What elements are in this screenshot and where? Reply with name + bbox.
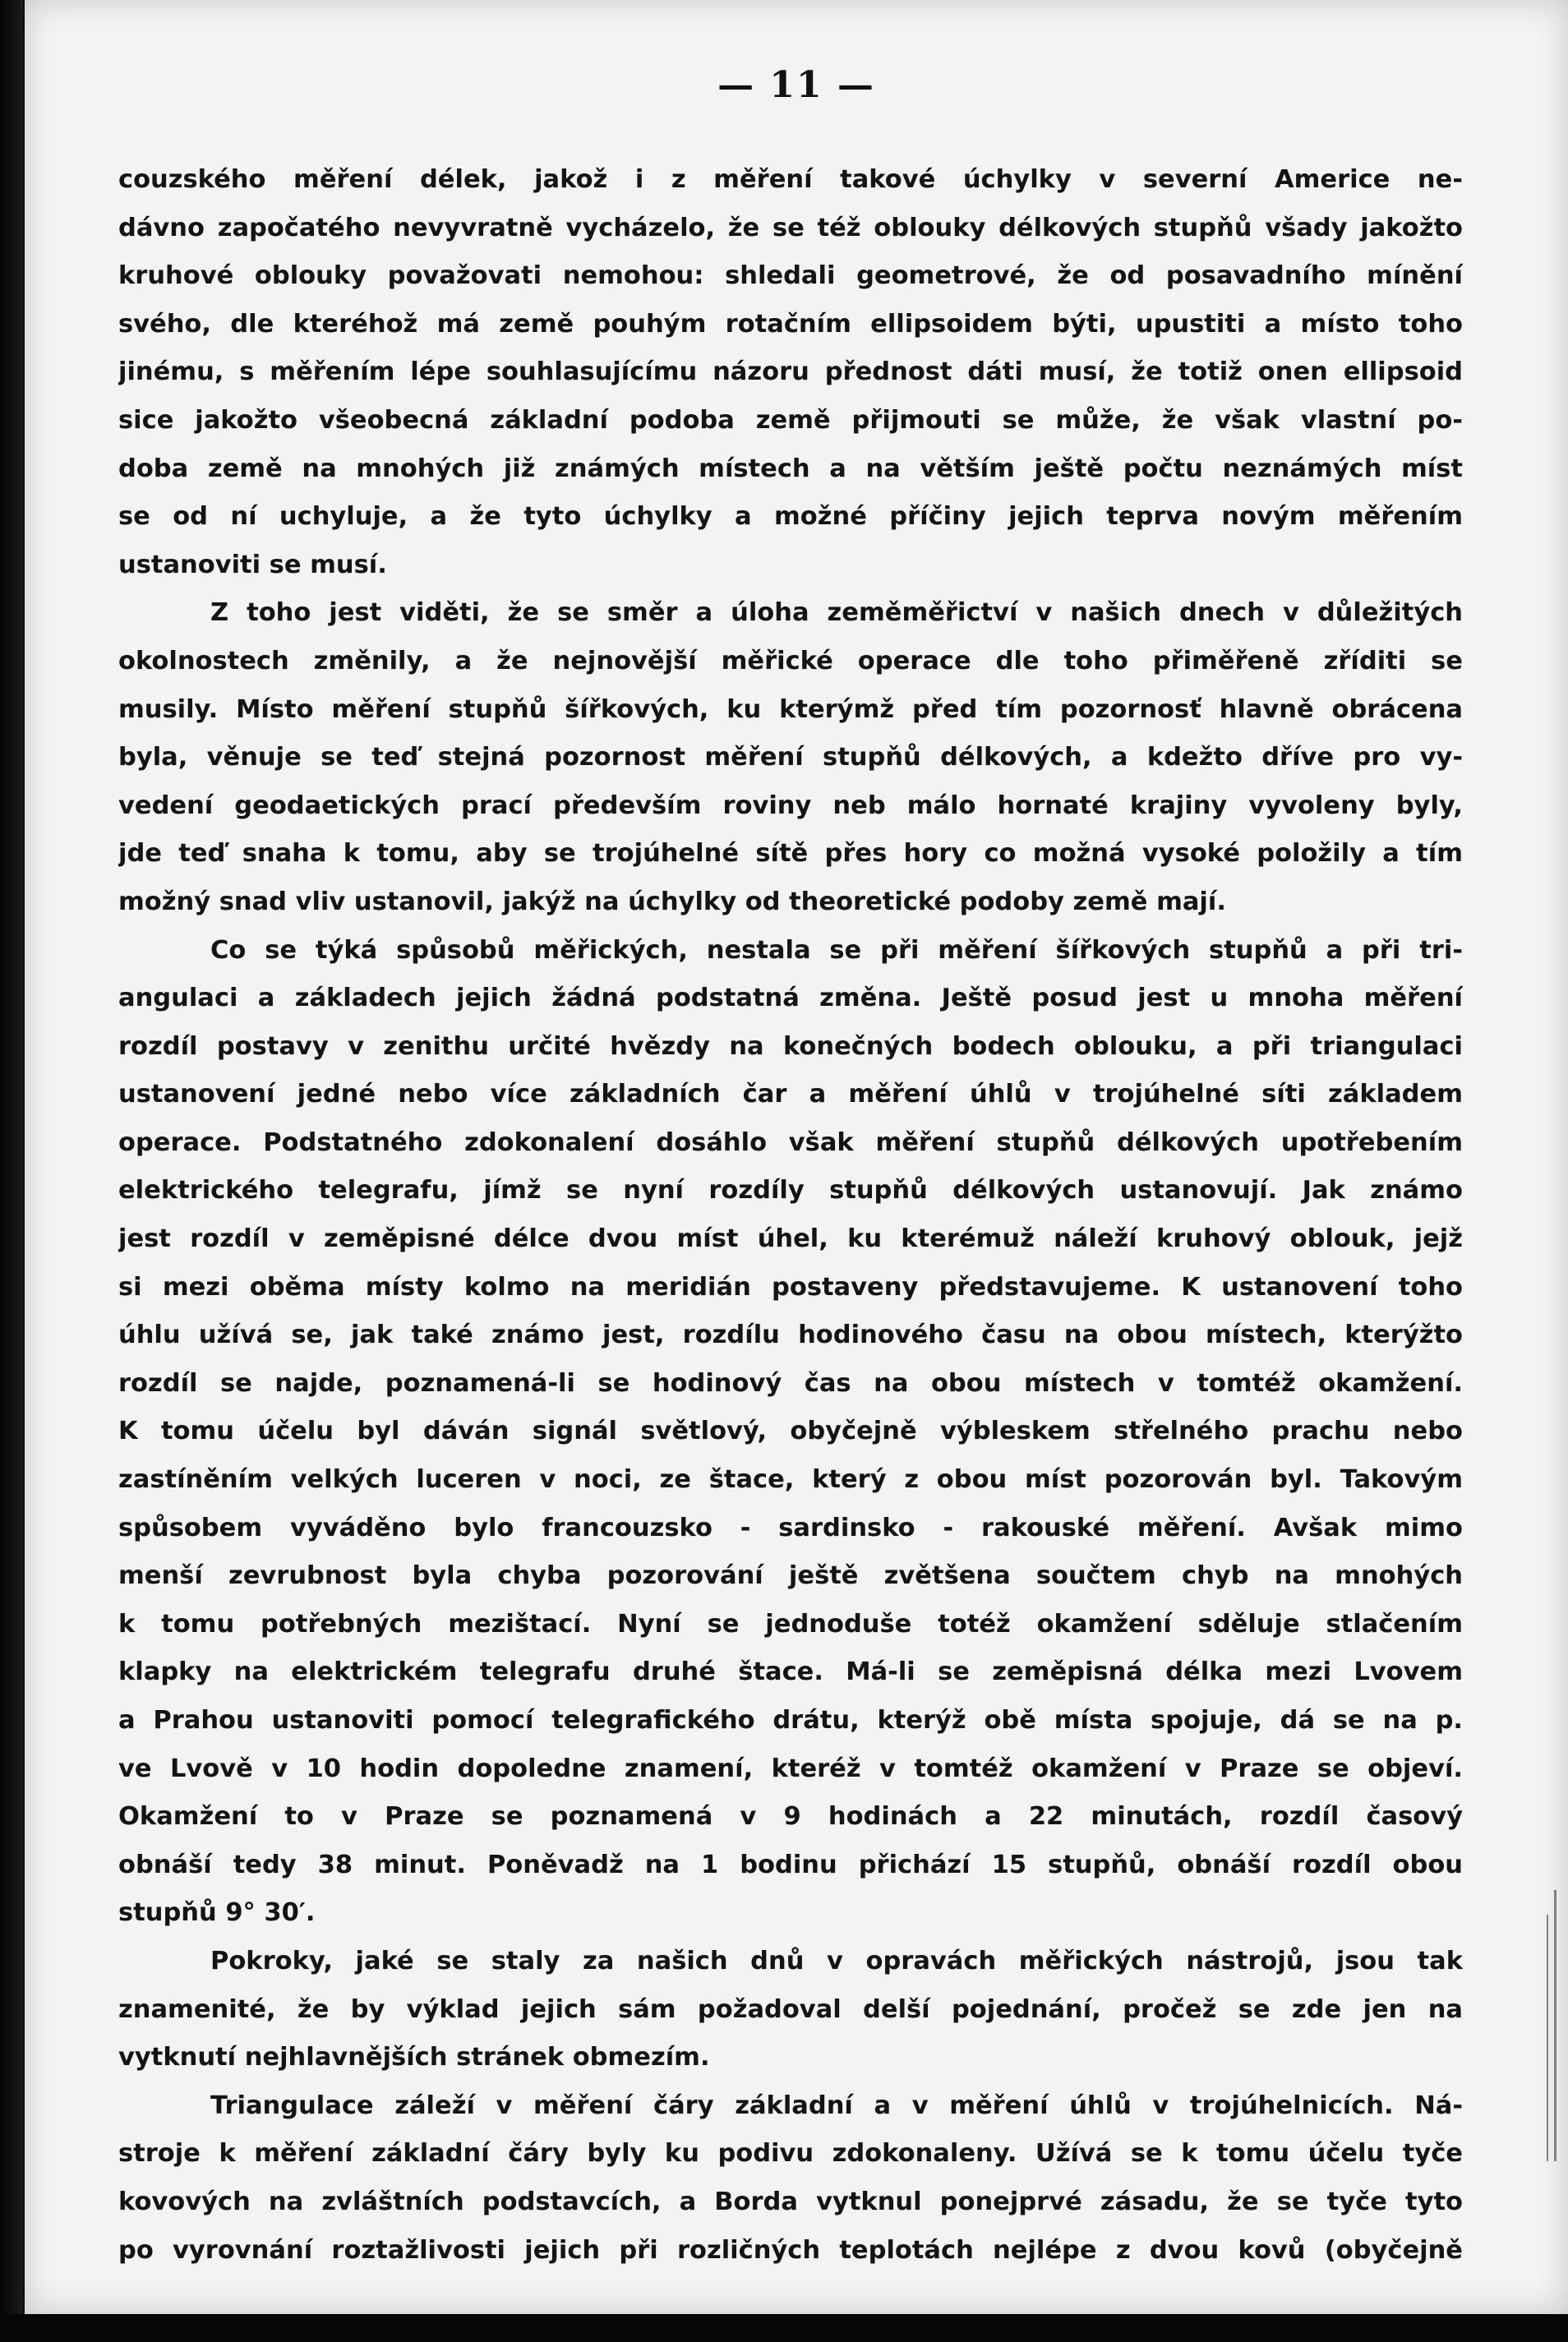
text-line: možný snad vliv ustanovil, jakýž na úchylky od theoretické podoby země mají. <box>118 887 1226 916</box>
text-line: a Prahou ustanoviti pomocí telegrafického drátu, kterýž obě místa spojuje, dá se na p. <box>118 1706 1463 1735</box>
text-line: úhlu užívá se, jak také známo jest, rozdílu hodinového času na obou místech, kterýžto <box>118 1321 1463 1350</box>
margin-rule <box>1554 1890 1556 2161</box>
text-line: rozdíl se najde, poznamená-li se hodinový čas na obou místech v tomtéž okamžení. <box>118 1368 1463 1398</box>
text-line: musily. Místo měření stupňů šířkových, ku kterýmž před tím pozornosť hlavně obrácena <box>118 694 1463 724</box>
text-line: ve Lvově v 10 hodin dopoledne znamení, kteréž v tomtéž okamžení v Praze se objeví. <box>118 1754 1463 1783</box>
paragraph <box>118 156 1463 589</box>
text-line: vytknutí nejhlavnějších stránek obmezím. <box>118 2043 710 2072</box>
text-line: jinému, s měřením lépe souhlasujícímu názoru přednost dáti musí, že totiž onen ellipsoid <box>118 357 1463 387</box>
scan-edge-left <box>0 0 23 2342</box>
text-line: vedení geodaetických prací především roviny neb málo hornaté krajiny vyvoleny byly, <box>118 791 1463 820</box>
text-line: rozdíl postavy v zenithu určité hvězdy na konečných bodech oblouku, a při triangulaci <box>118 1031 1463 1061</box>
text-line: stroje k měření základní čáry byly ku podivu zdokonaleny. Užívá se k tomu účelu tyče <box>118 2139 1463 2169</box>
paragraph <box>118 1938 1463 2082</box>
text-line: si mezi oběma místy kolmo na meridián postaveny představujeme. K ustanovení toho <box>118 1272 1463 1302</box>
text-line: Z toho jest viděti, že se směr a úloha zeměměřictví v našich dnech v důležitých <box>210 598 1463 628</box>
text-line: ustanoviti se musí. <box>118 550 387 579</box>
text-line: K tomu účelu byl dáván signál světlový, obyčejně výbleskem střelného prachu nebo <box>118 1417 1463 1446</box>
text-line: doba země na mnohých již známých místech a na větším ještě počtu neznámých míst <box>118 454 1463 483</box>
text-line: znamenité, že by výklad jejich sám požadoval delší pojednání, pročež se zde jen na <box>118 1994 1463 2024</box>
paragraph <box>118 589 1463 926</box>
text-line: sice jakožto všeobecná základní podoba země přijmouti se může, že však vlastní po- <box>118 405 1463 435</box>
text-line: Okamžení to v Praze se poznamená v 9 hodinách a 22 minutách, rozdíl časový <box>118 1802 1463 1832</box>
body-text <box>118 156 1463 2275</box>
margin-rule <box>1547 1915 1548 2161</box>
text-line: angulaci a základech jejich žádná podstatná změna. Ještě posud jest u mnoha měření <box>118 984 1463 1013</box>
text-line: couzského měření délek, jakož i z měření takové úchylky v severní Americe ne- <box>118 165 1463 194</box>
text-line: stupňů 9° 30′. <box>118 1898 316 1928</box>
text-line: jest rozdíl v zeměpisné délce dvou míst úhel, ku kterémuž náleží kruhový oblouk, jejž <box>118 1224 1463 1254</box>
text-line: obnáší tedy 38 minut. Poněvadž na 1 bodinu přichází 15 stupňů, obnáší rozdíl obou <box>118 1850 1463 1879</box>
paragraph <box>118 927 1463 1938</box>
scan-edge-bottom <box>0 2314 1568 2342</box>
text-line: jde teď snaha k tomu, aby se trojúhelné sítě přes hory co možná vysoké položily a tím <box>118 839 1463 869</box>
text-line: okolnostech změnily, a že nejnovější měřické operace dle toho přiměřeně zříditi se <box>118 646 1463 675</box>
text-line: operace. Podstatného zdokonalení dosáhlo však měření stupňů délkových upotřebením <box>118 1127 1463 1157</box>
page-number: — 11 — <box>717 64 875 106</box>
text-line: zastíněním velkých luceren v noci, ze štace, který z obou míst pozorován byl. Takovým <box>118 1465 1463 1495</box>
text-line: Co se týká spůsobů měřických, nestala se při měření šířkových stupňů a při tri- <box>210 935 1463 965</box>
text-line: Triangulace záleží v měření čáry základní a v měření úhlů v trojúhelnicích. Ná- <box>210 2091 1463 2120</box>
text-line: byla, věnuje se teď stejná pozornost měření stupňů délkových, a kdežto dříve pro vy- <box>118 743 1463 772</box>
text-line: menší zevrubnost byla chyba pozorování ještě zvětšena součtem chyb na mnohých <box>118 1561 1463 1591</box>
text-line: kovových na zvláštních podstavcích, a Borda vytknul ponejprvé zásadu, že se tyče tyto <box>118 2187 1463 2216</box>
paragraph <box>118 2082 1463 2275</box>
text-line: elektrického telegrafu, jímž se nyní rozdíly stupňů délkových ustanovují. Jak známo <box>118 1176 1463 1206</box>
text-line: svého, dle kteréhož má země pouhým rotačním ellipsoidem býti, upustiti a místo toho <box>118 309 1463 339</box>
text-line: po vyrovnání roztažlivosti jejich při rozličných teplotách nejlépe z dvou kovů (obyčejně <box>118 2235 1463 2265</box>
text-line: spůsobem vyváděno bylo francouzsko - sardinsko - rakouské měření. Avšak mimo <box>118 1513 1463 1542</box>
text-line: k tomu potřebných mezištací. Nyní se jednoduše totéž okamžení sděluje stlačením <box>118 1609 1463 1639</box>
text-line: dávno započatého nevyvratně vycházelo, že se též oblouky délkových stupňů všady jakožto <box>118 213 1463 242</box>
text-line: kruhové oblouky považovati nemohou: shledali geometrové, že od posavadního mínění <box>118 261 1463 291</box>
text-line: se od ní uchyluje, a že tyto úchylky a možné příčiny jejich teprva novým měřením <box>118 502 1463 532</box>
book-page <box>25 0 1568 2314</box>
text-line: ustanovení jedné nebo více základních čar a měření úhlů v trojúhelné síti základem <box>118 1080 1463 1109</box>
text-line: klapky na elektrickém telegrafu druhé štace. Má-li se zeměpisná délka mezi Lvovem <box>118 1657 1463 1687</box>
text-line: Pokroky, jaké se staly za našich dnů v opravách měřických nástrojů, jsou tak <box>210 1946 1463 1975</box>
